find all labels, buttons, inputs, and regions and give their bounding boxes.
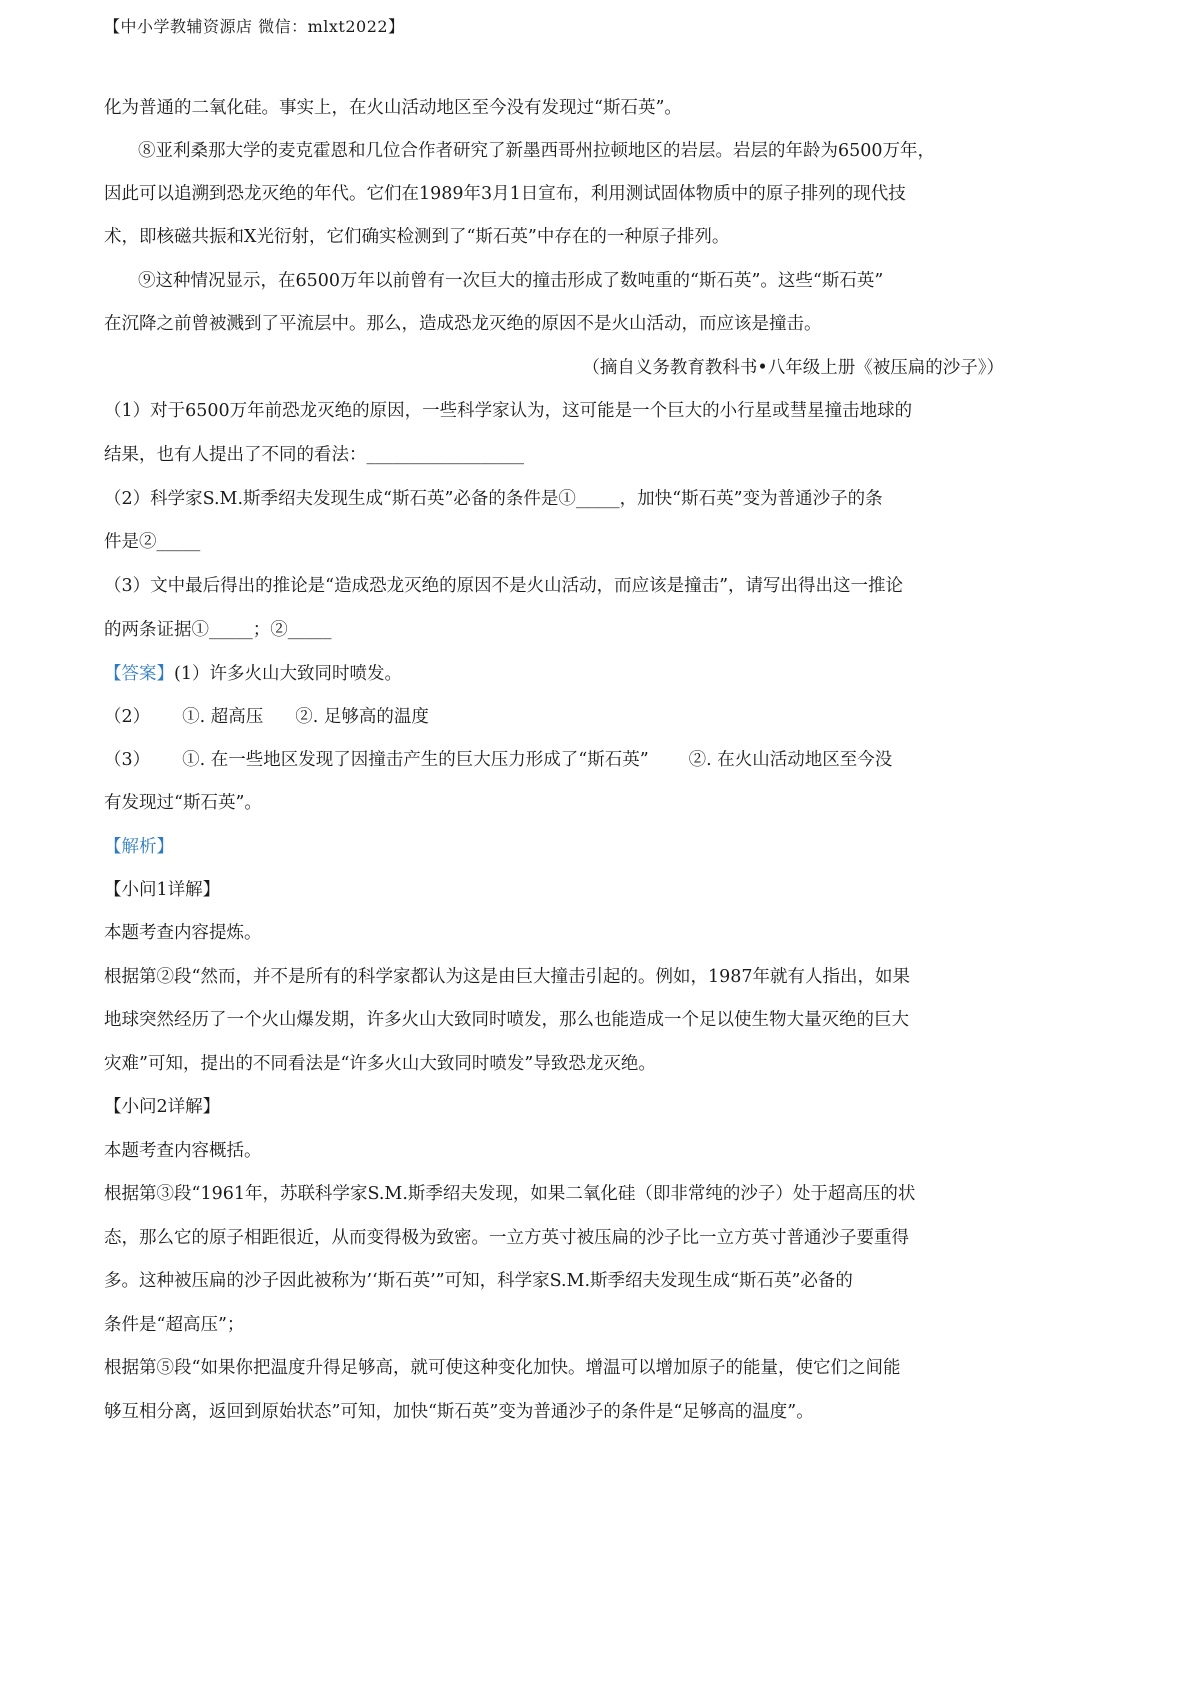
subquestion-1-title: 【小问1详解】 (104, 880, 221, 900)
analysis-line: 条件是“超高压”； (104, 1315, 245, 1335)
analysis-tag: 【解析】 (104, 837, 174, 857)
answer-3-part-1: ①. 在一些地区发现了因撞击产生的巨大压力形成了“斯石英” (182, 750, 649, 770)
analysis-line: 够互相分离，返回到原始状态”可知，加快“斯石英”变为普通沙子的条件是“足够高的温度”。 (104, 1402, 814, 1422)
question-3-line: （3）文中最后得出的推论是“造成恐龙灭绝的原因不是火山活动，而应该是撞击”，请写出得出这一推论 (104, 576, 904, 596)
question-3-line: 的两条证据①_____；②_____ (104, 620, 332, 640)
analysis-line: 地球突然经历了一个火山爆发期，许多火山大致同时喷发，那么也能造成一个足以使生物大量灭绝的巨大 (104, 1010, 909, 1030)
analysis-line: 根据第⑤段“如果你把温度升得足够高，就可使这种变化加快。增温可以增加原子的能量，使它们之间能 (104, 1358, 901, 1378)
answer-line-3 (104, 747, 892, 773)
analysis-line: 根据第③段“1961年，苏联科学家S.M.斯季绍夫发现，如果二氧化硅（即非常纯的沙子）处于超高压的状 (104, 1184, 916, 1204)
subquestion-2-title: 【小问2详解】 (104, 1097, 221, 1117)
question-1-line: （1）对于6500万年前恐龙灭绝的原因，一些科学家认为，这可能是一个巨大的小行星或彗星撞击地球的 (104, 401, 913, 421)
question-1-line: 结果，也有人提出了不同的看法：__________________ (104, 445, 524, 465)
answer-2-part-1: ①. 超高压 (182, 707, 264, 727)
analysis-line: 根据第②段“然而，并不是所有的科学家都认为这是由巨大撞击引起的。例如，1987年就有人指出，如果 (104, 967, 910, 987)
answer-tag: 【答案】 (104, 664, 174, 684)
answer-3-part-2: ②. 在火山活动地区至今没 (688, 750, 893, 770)
answer-2-part-2: ②. 足够高的温度 (295, 707, 429, 727)
analysis-line: 本题考查内容概括。 (104, 1141, 262, 1161)
question-2-line: 件是②_____ (104, 532, 201, 552)
watermark-text: 【中小学教辅资源店 微信：mlxt2022】 (104, 17, 405, 36)
analysis-line: 态，那么它的原子相距很近，从而变得极为致密。一立方英寸被压扁的沙子比一立方英寸普通沙子要重得 (104, 1228, 909, 1248)
passage-line: 因此可以追溯到恐龙灭绝的年代。它们在1989年3月1日宣布，利用测试固体物质中的原子排列的现代技 (104, 184, 906, 204)
passage-line: ⑨这种情况显示，在6500万年以前曾有一次巨大的撞击形成了数吨重的“斯石英”。这些“斯石英” (138, 271, 884, 291)
passage-line: 在沉降之前曾被溅到了平流层中。那么，造成恐龙灭绝的原因不是火山活动，而应该是撞击。 (104, 314, 822, 334)
answer-line-2 (104, 704, 429, 730)
question-2-line: （2）科学家S.M.斯季绍夫发现生成“斯石英”必备的条件是①_____，加快“斯石英”变为普通沙子的条 (104, 489, 883, 509)
source-citation: （摘自义务教育教科书•八年级上册《被压扁的沙子》） (582, 358, 1004, 378)
analysis-line: 本题考查内容提炼。 (104, 923, 262, 943)
answer-1-text: (1）许多火山大致同时喷发。 (174, 664, 402, 684)
answer-line-1 (104, 661, 402, 687)
analysis-line: 多。这种被压扁的沙子因此被称为’‘斯石英’”可知，科学家S.M.斯季绍夫发现生成“斯石英”必备的 (104, 1271, 853, 1291)
passage-line: 术，即核磁共振和X光衍射，它们确实检测到了“斯石英”中存在的一种原子排列。 (104, 227, 730, 247)
analysis-line: 灾难”可知，提出的不同看法是“许多火山大致同时喷发”导致恐龙灭绝。 (104, 1054, 656, 1074)
answer-line-3-cont: 有发现过“斯石英”。 (104, 793, 262, 813)
answer-3-number: （3） (104, 750, 151, 770)
passage-line: ⑧亚利桑那大学的麦克霍恩和几位合作者研究了新墨西哥州拉顿地区的岩层。岩层的年龄为6500万年， (138, 141, 936, 161)
passage-line: 化为普通的二氧化硅。事实上，在火山活动地区至今没有发现过“斯石英”。 (104, 98, 682, 118)
answer-2-number: （2） (104, 707, 151, 727)
